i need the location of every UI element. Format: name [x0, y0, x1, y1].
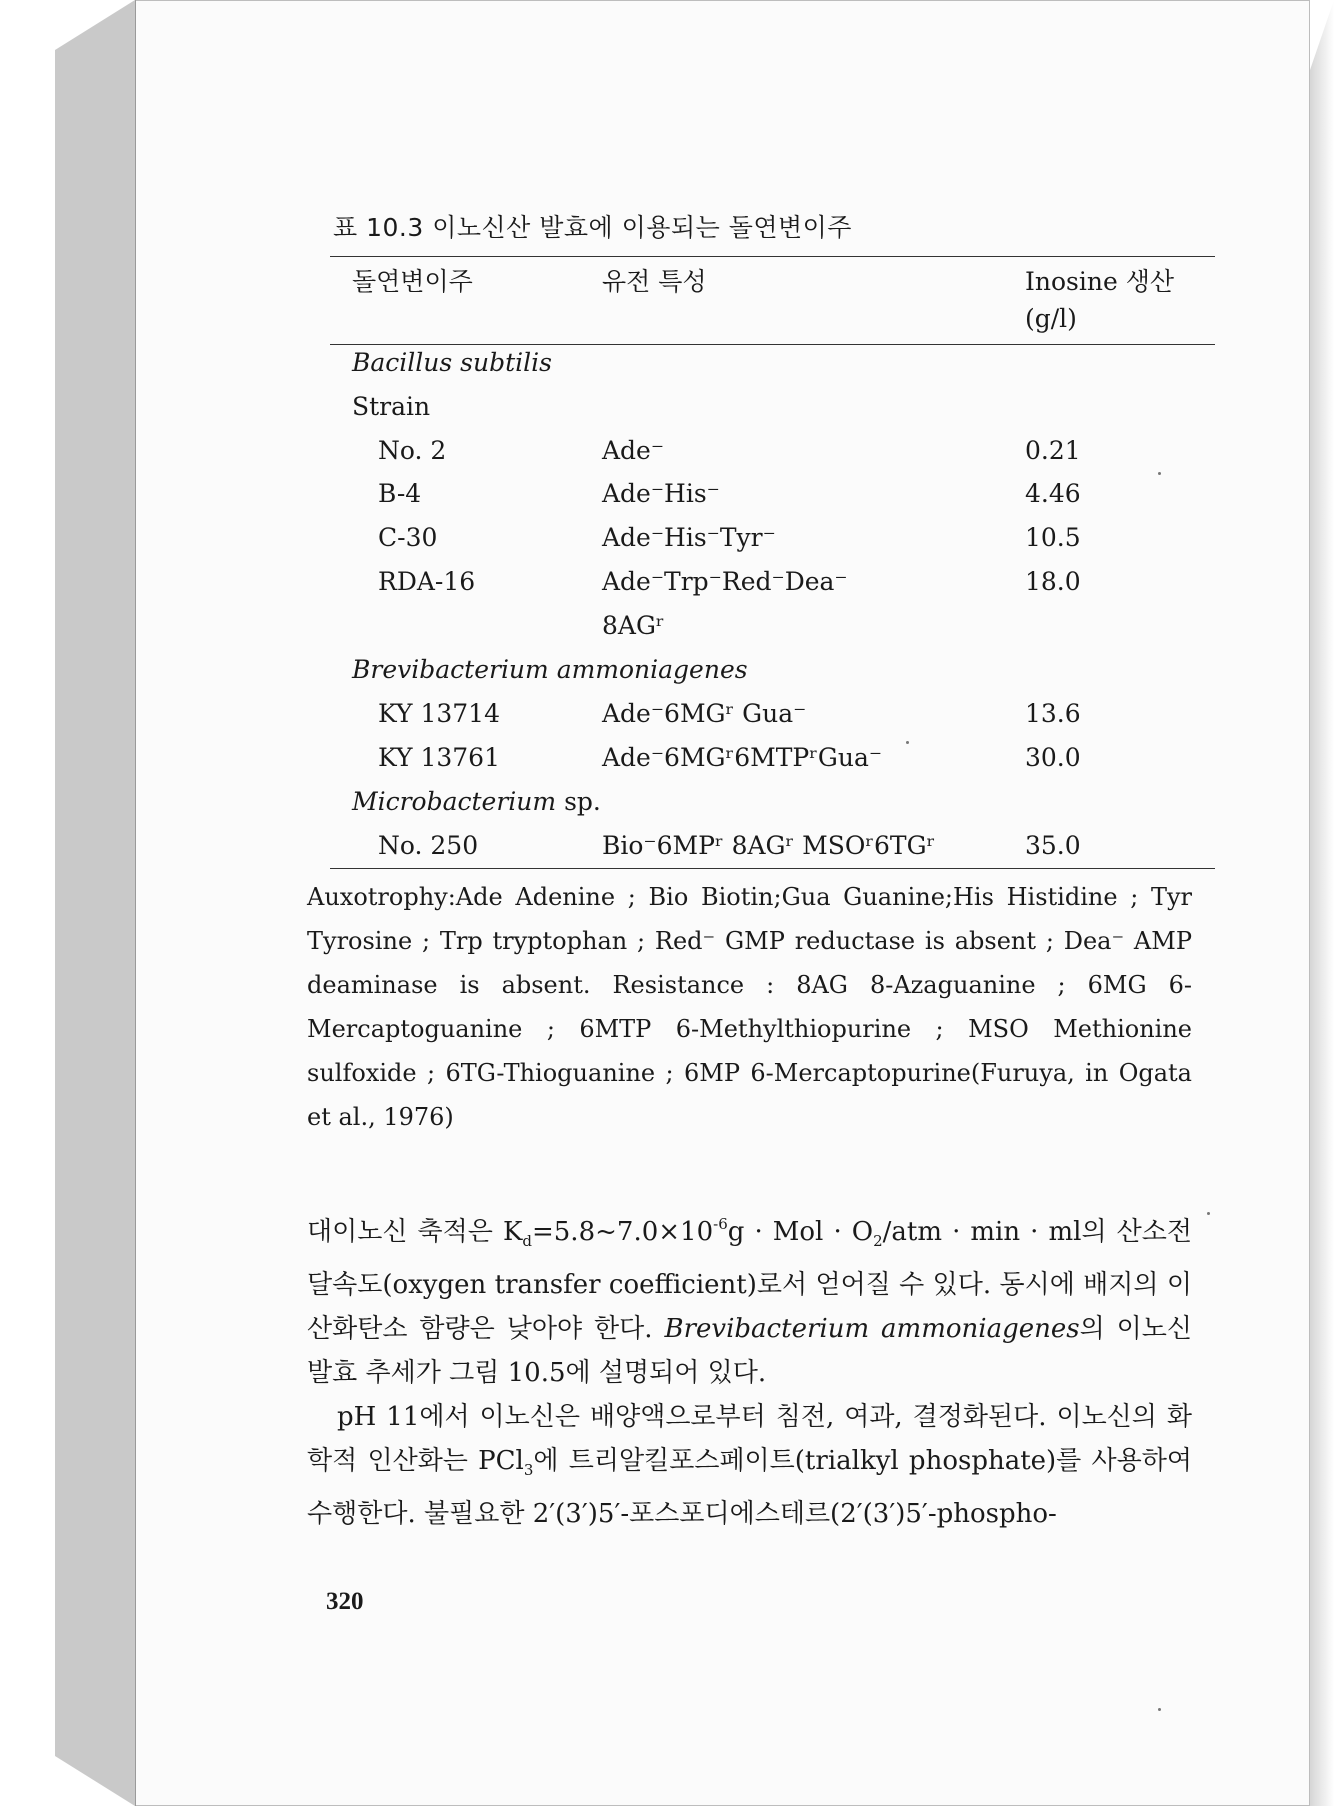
table-row-continuation: 8AGʳ — [602, 611, 665, 640]
header-genetic: 유전 특성 — [602, 267, 707, 296]
table-row: B-4 Ade⁻His⁻ 4.46 — [378, 479, 1081, 508]
table-row: C-30 Ade⁻His⁻Tyr⁻ 10.5 — [378, 523, 1081, 552]
group-brevibacterium: Brevibacterium ammoniagenes — [352, 655, 748, 684]
table-row: No. 250 Bio⁻6MPʳ 8AGʳ MSOʳ6TGʳ 35.0 — [378, 831, 1081, 860]
group-microbacterium: Microbacterium sp. — [352, 787, 601, 816]
group-bacillus-strain: Strain — [352, 392, 431, 421]
header-production: Inosine 생산 — [1025, 267, 1174, 296]
body-text — [307, 1210, 1192, 1536]
table-caption: 표 10.3 이노신산 발효에 이용되는 돌연변이주 — [333, 213, 852, 242]
scan-speck — [1158, 472, 1161, 475]
table-header-rule — [330, 344, 1215, 345]
table-footnote: Auxotrophy:Ade Adenine ; Bio Biotin;Gua Guanine;His Histidine ; Tyr Tyrosine ; Trp tryptophan ; Red⁻ GMP reductase is absent ; Dea⁻ AMP deaminase is absent. Resistance : 8AG 8-Azaguanine ; 6MG 6-Mercaptoguanine ; 6MTP 6-Methylthiopurine ; MSO Methionine sulfoxide ; 6TG-Thioguanine ; 6MP 6-Mercaptopurine(Furuya, in Ogata et al., 1976) — [307, 883, 1192, 1131]
table-bottom-rule — [330, 868, 1215, 869]
page-number: 320 — [326, 1588, 364, 1615]
table-row: RDA-16 Ade⁻Trp⁻Red⁻Dea⁻ 18.0 — [378, 567, 1081, 596]
table-top-rule — [330, 256, 1215, 257]
paragraph-2: pH 11에서 이노신은 배양액으로부터 침전, 여과, 결정화된다. 이노신의 화학적 인산화는 PCl$_3$에 트리알킬포스페이트(trialkyl phosphate)를 사용하여 수행한다. 불필요한 2′(3′)5′-포스포디에스테르(2′(3′)5′-phospho- — [307, 1402, 1192, 1530]
group-bacillus: Bacillus subtilis — [352, 348, 552, 377]
paragraph-1: 대이노신 축적은 $K_d=5.8\sim 7.0\times 10^{-6}g$ · Mol · $O_2$/atm · min · ml의 산소전달속도(oxygen transfer coefficient)로서 얻어질 수 있다. 동시에 배지의 이산화탄소 함량은 낮아야 한다. Brevibacterium ammoniagenes의 이노신 발효 추세가 그림 10.5에 설명되어 있다. — [307, 1215, 1193, 1389]
header-unit: (g/l) — [1025, 304, 1077, 333]
scan-speck — [1158, 1708, 1161, 1711]
table-row: KY 13714 Ade⁻6MGʳ Gua⁻ 13.6 — [378, 699, 1081, 728]
scan-speck — [906, 741, 909, 744]
table-row: KY 13761 Ade⁻6MGʳ6MTPʳGua⁻ 30.0 — [378, 743, 1081, 772]
header-strain: 돌연변이주 — [352, 267, 473, 296]
table-row: No. 2 Ade⁻ 0.21 — [378, 436, 1081, 465]
scan-speck — [1207, 1212, 1210, 1215]
